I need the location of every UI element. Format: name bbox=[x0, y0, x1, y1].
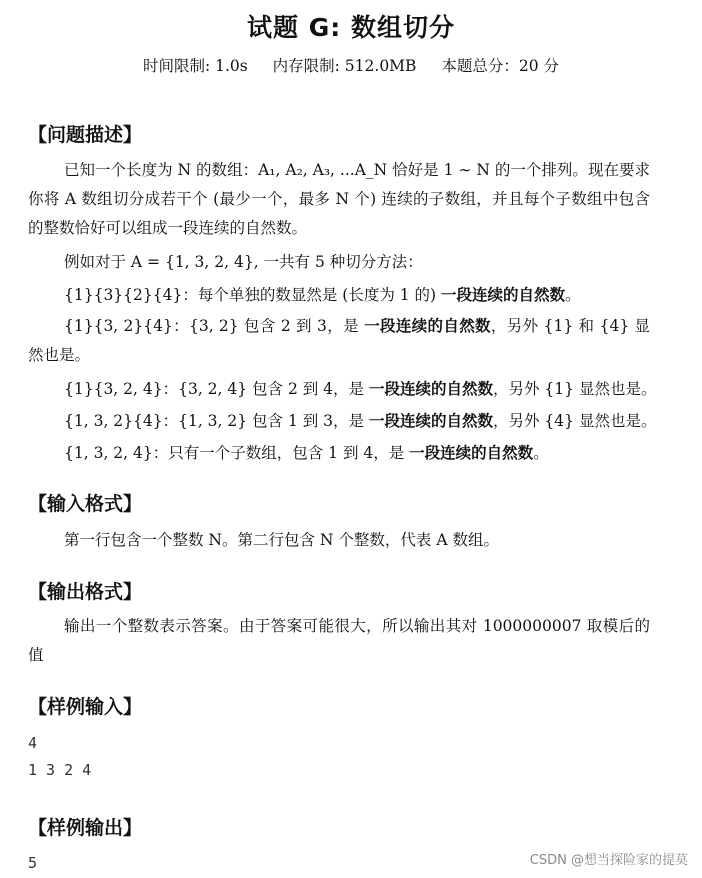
case-highlight: 一段连续的自然数 bbox=[409, 444, 534, 462]
example-case-2 bbox=[28, 312, 650, 370]
memory-limit: 内存限制: 512.0MB bbox=[272, 57, 417, 75]
case-text: {1}{3, 2, 4}：{3, 2, 4} 包含 2 到 4，是 bbox=[64, 380, 369, 398]
sample-input-line-2: 1 3 2 4 bbox=[28, 761, 92, 779]
total-score: 本题总分：20 分 bbox=[441, 57, 560, 75]
case-text-end: ，另外 {1} 和 {4} 显然也是。 bbox=[28, 317, 650, 364]
case-text-end: ，另外 {1} 显然也是。 bbox=[493, 380, 657, 398]
problem-limits bbox=[0, 54, 702, 76]
case-highlight: 一段连续的自然数 bbox=[364, 317, 491, 335]
case-text: {1, 3, 2}{4}：{1, 3, 2} 包含 1 到 3，是 bbox=[64, 412, 369, 430]
example-case-1 bbox=[64, 283, 581, 305]
description-paragraph: 已知一个长度为 N 的数组：A₁, A₂, A₃, ...A_N 恰好是 1 ∼ N 的一个排列。现在要求你将 A 数组切分成若干个 (最少一个，最多 N 个) 连续的子数组，并且每个子数组中包含的整数恰好可以组成一段连续的自然数。 bbox=[28, 161, 650, 237]
example-intro: 例如对于 A = {1, 3, 2, 4}, 一共有 5 种切分方法： bbox=[64, 253, 423, 271]
example-case-5 bbox=[64, 441, 549, 463]
case-text: {1, 3, 2, 4}：只有一个子数组，包含 1 到 4，是 bbox=[64, 444, 410, 462]
case-highlight: 一段连续的自然数 bbox=[441, 286, 566, 304]
problem-title: 试题 G: 数组切分 bbox=[247, 13, 455, 42]
time-limit: 时间限制: 1.0s bbox=[142, 57, 248, 75]
sample-input-line-1: 4 bbox=[28, 734, 38, 752]
sample-output-line-1: 5 bbox=[28, 854, 38, 872]
output-format-heading: 【输出格式】 bbox=[28, 581, 143, 603]
description-heading: 【问题描述】 bbox=[28, 124, 143, 146]
input-format-text: 第一行包含一个整数 N。第二行包含 N 个整数，代表 A 数组。 bbox=[64, 531, 499, 549]
case-text: {1}{3}{2}{4}：每个单独的数显然是 (长度为 1 的) bbox=[64, 286, 442, 304]
sample-output-heading: 【样例输出】 bbox=[28, 817, 143, 839]
case-text-end: 。 bbox=[565, 286, 581, 304]
sample-input-heading: 【样例输入】 bbox=[28, 696, 143, 718]
input-format-heading: 【输入格式】 bbox=[28, 493, 143, 515]
case-highlight: 一段连续的自然数 bbox=[368, 412, 493, 430]
output-format-text: 输出一个整数表示答案。由于答案可能很大，所以输出其对 1000000007 取模后的值 bbox=[28, 617, 650, 664]
csdn-watermark: CSDN @想当探险家的提莫 bbox=[529, 853, 688, 868]
case-text: {1}{3, 2}{4}：{3, 2} 包含 2 到 3，是 bbox=[64, 317, 365, 335]
case-text-end: ，另外 {4} 显然也是。 bbox=[493, 412, 657, 430]
example-case-3 bbox=[64, 377, 656, 399]
case-text-end: 。 bbox=[533, 444, 549, 462]
case-highlight: 一段连续的自然数 bbox=[368, 380, 493, 398]
example-case-4 bbox=[64, 409, 656, 431]
